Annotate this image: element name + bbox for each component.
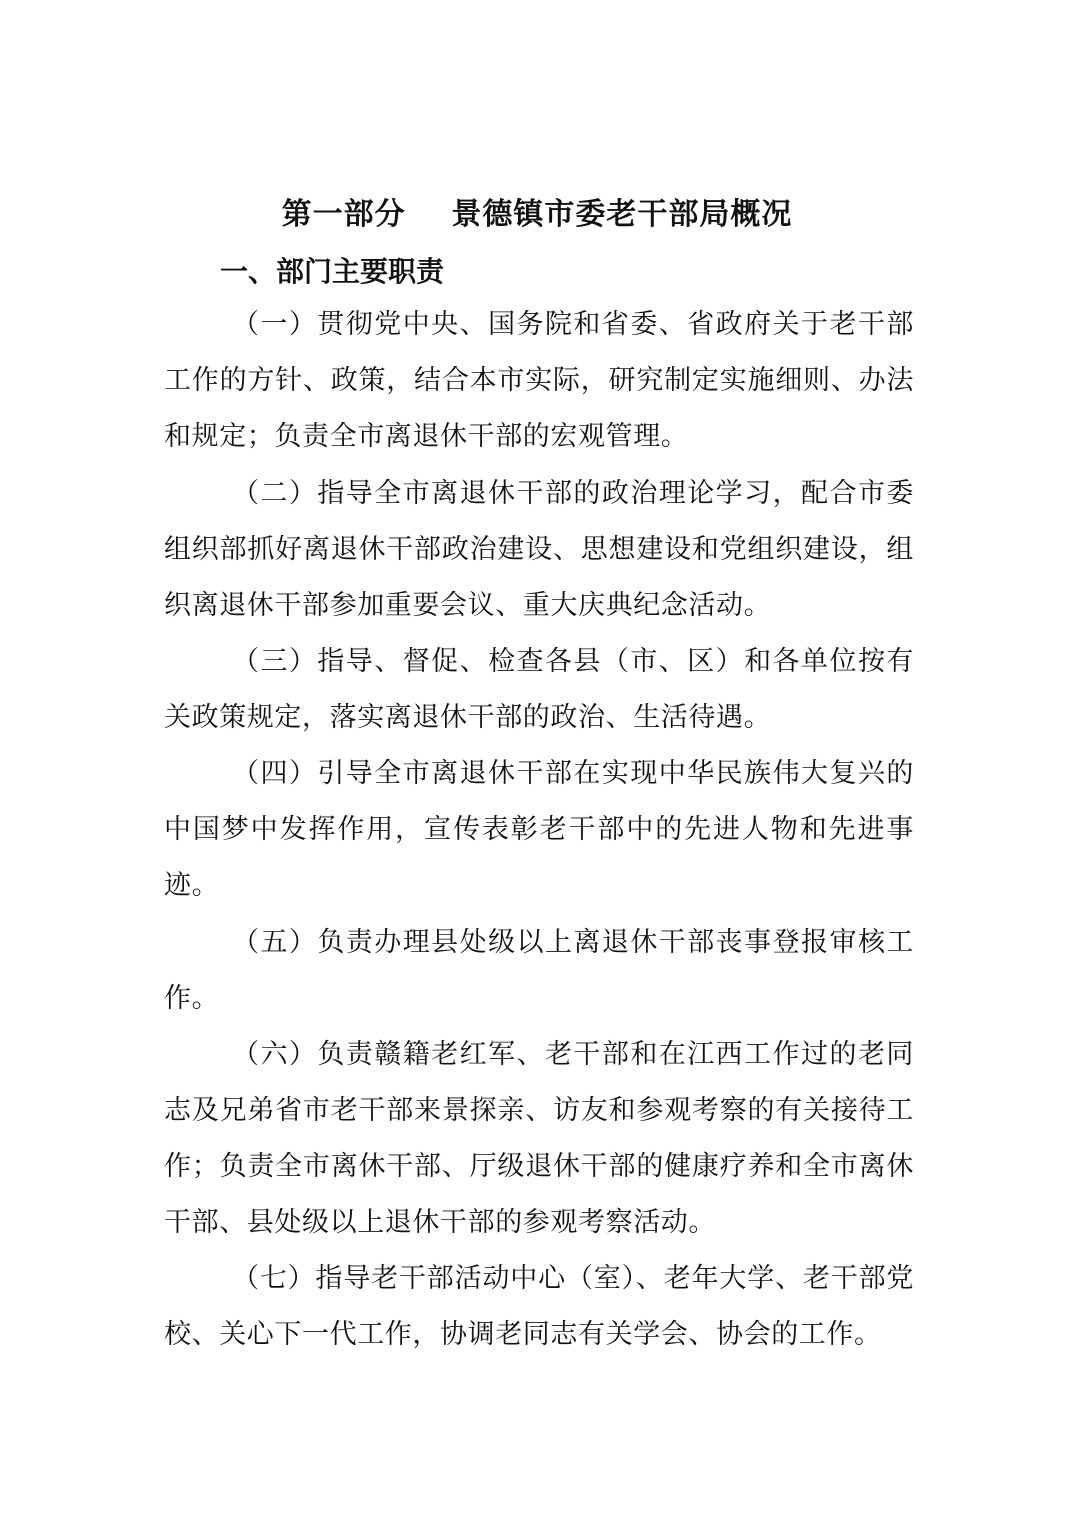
paragraph-duty-7: （七）指导老干部活动中心（室）、老年大学、老干部党校、关心下一代工作，协调老同志有关学会、协会的工作。: [164, 1263, 914, 1350]
paragraph-duty-6: （六）负责赣籍老红军、老干部和在江西工作过的老同志及兄弟省市老干部来景探亲、访友和参观考察的有关接待工作；负责全市离休干部、厅级退休干部的健康疗养和全市离休干部、县处级以上退休干部的参观考察活动。: [164, 1039, 914, 1238]
paragraph-duty-1: （一）贯彻党中央、国务院和省委、省政府关于老干部工作的方针、政策，结合本市实际，研究制定实施细则、办法和规定；负责全市离退休干部的宏观管理。: [164, 309, 914, 452]
paragraph-duty-2: （二）指导全市离退休干部的政治理论学习，配合市委组织部抓好离退休干部政治建设、思想建设和党组织建设，组织离退休干部参加重要会议、重大庆典纪念活动。: [164, 478, 914, 621]
paragraph-duty-5: （五）负责办理县处级以上离退休干部丧事登报审核工作。: [164, 927, 914, 1014]
paragraph-duty-4: （四）引导全市离退休干部在实现中华民族伟大复兴的中国梦中发挥作用，宣传表彰老干部中的先进人物和先进事迹。: [164, 758, 914, 901]
paragraph-duty-3: （三）指导、督促、检查各县（市、区）和各单位按有关政策规定，落实离退休干部的政治、生活待遇。: [164, 646, 914, 733]
document-title: 第一部分 景德镇市委老干部局概况: [281, 197, 793, 232]
section-heading: 一、部门主要职责: [220, 255, 445, 288]
